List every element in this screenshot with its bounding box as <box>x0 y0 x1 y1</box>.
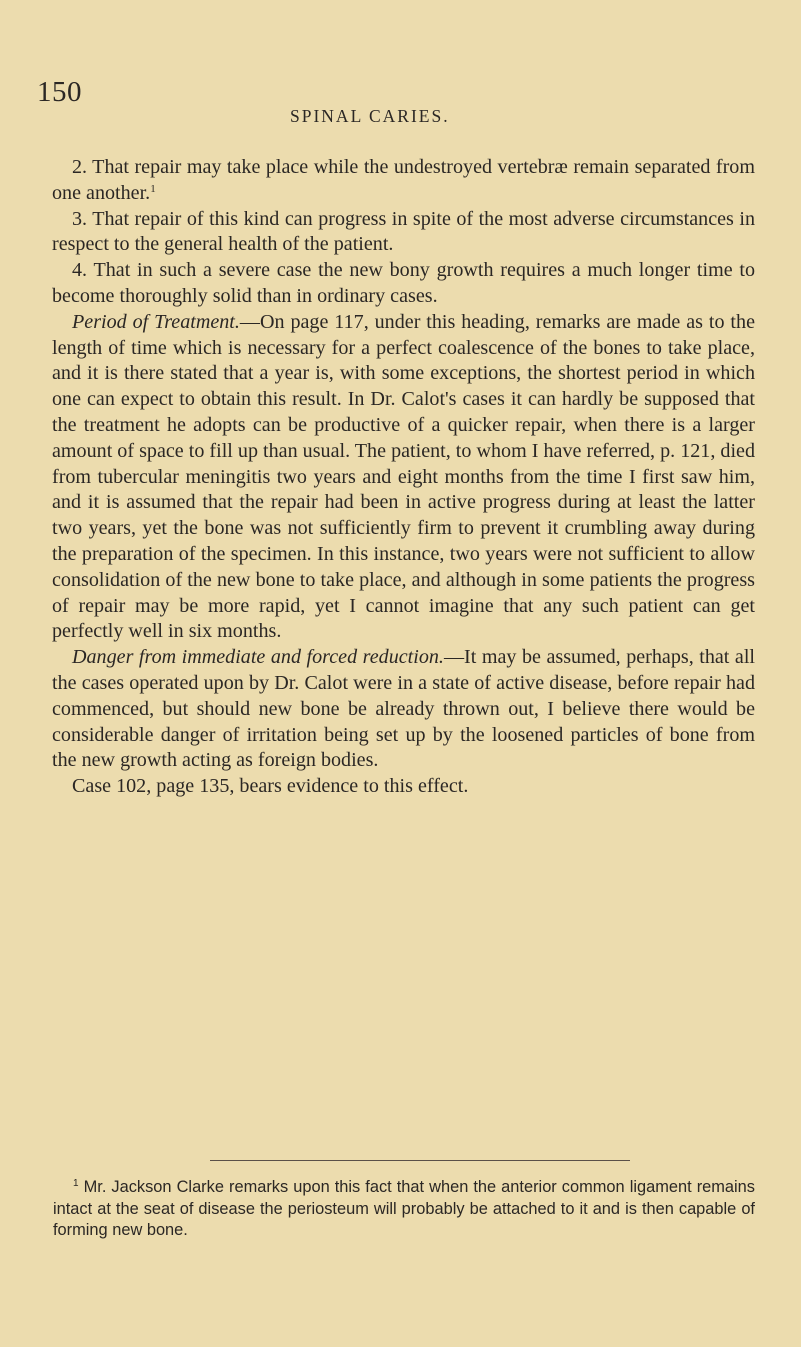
paragraph-text: —It may be assumed, perhaps, that all the cases operated upon by Dr. Calot were in a state of active disease, before repair had commenced, but should new bone be already thrown out, I believe there would be considerable danger of irritation being set up by the loosened particles of bone from the new growth acting as foreign bodies. <box>52 646 755 772</box>
paragraph-case-102 <box>52 774 755 800</box>
paragraph-text: 3. That repair of this kind can progress in spite of the most adverse circumstances in respect to the general health of the patient. <box>52 207 755 256</box>
footnote-ref: 1 <box>150 182 156 195</box>
paragraph-point-4 <box>52 258 755 310</box>
footnote-text: Mr. Jackson Clarke remarks upon this fact that when the anterior common ligament remains intact at the seat of disease the periosteum will probably be attached to it and is then capable of forming new bone. <box>53 1178 755 1239</box>
section-heading: Danger from immediate and forced reduction. <box>72 646 444 669</box>
paragraph-danger-from-reduction <box>52 645 755 774</box>
footnote-marker: 1 <box>73 1178 79 1189</box>
paragraph-text: Case 102, page 135, bears evidence to this effect. <box>72 775 469 798</box>
paragraph-text: —On page 117, under this heading, remarks are made as to the length of time which is necessary for a perfect coalescence of the bones to take place, and it is there stated that a year is, with some exceptions, the shortest period in which one can expect to obtain this result. In Dr. Calot's cases it can hardly be supposed that the treatment he adopts can be productive of a quicker repair, when there is a larger amount of space to fill up than usual. The patient, to whom I have referred, p. 121, died from tubercular meningitis two years and eight months from the time I first saw him, and it is assumed that the repair had been in active progress during at least the latter two years, yet the bone was not sufficiently firm to prevent it crumbling away during the preparation of the specimen. In this instance, two years were not sufficient to allow consolidation of the new bone to take place, and although in some patients the progress of repair may be more rapid, yet I cannot imagine that any such patient can get perfectly well in six months. <box>52 310 755 643</box>
paragraph-point-3 <box>52 207 755 259</box>
page-number: 150 <box>37 76 82 108</box>
footnote-rule <box>210 1160 630 1161</box>
footnote <box>53 1177 755 1242</box>
footnote-paragraph <box>53 1177 755 1242</box>
paragraph-text: 4. That in such a severe case the new bony growth requires a much longer time to become thoroughly solid than in ordinary cases. <box>52 259 755 307</box>
body-text <box>52 155 755 800</box>
section-heading: Period of Treatment. <box>72 310 240 333</box>
paragraph-point-2 <box>52 155 755 207</box>
paragraph-period-of-treatment <box>52 310 755 645</box>
running-head: SPINAL CARIES. <box>290 106 450 126</box>
paragraph-text: 2. That repair may take place while the undestroyed vertebræ remain separated from one another. <box>52 156 755 204</box>
